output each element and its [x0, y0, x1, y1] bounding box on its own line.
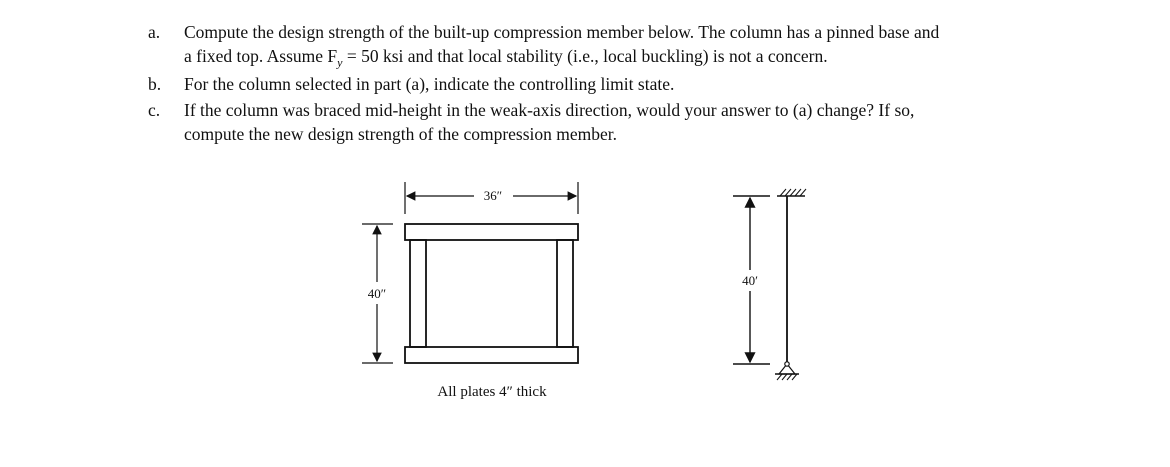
height-label: 40″: [367, 286, 387, 301]
built-up-section: [405, 224, 578, 363]
question-a-line-1: Compute the design strength of the built-up compression member below. The column has a pinned base and: [184, 22, 940, 42]
fixed-support-hatch: [780, 189, 806, 196]
left-web-plate: [410, 240, 426, 347]
question-b-line-1: For the column selected in part (a), indicate the controlling limit state.: [184, 74, 675, 94]
question-c-line-2: compute the new design strength of the compression member.: [184, 124, 618, 144]
question-c-label: c.: [148, 100, 161, 120]
fy-rest: = 50 ksi and that local stability (i.e., local buckling) is not a concern.: [342, 46, 828, 66]
bottom-flange-plate: [405, 347, 578, 363]
fy-symbol: a fixed top. Assume F: [184, 46, 338, 66]
right-web-plate: [557, 240, 573, 347]
fy-subscript: y: [337, 55, 343, 70]
pinned-support: [775, 362, 799, 380]
plates-note: All plates 4″ thick: [437, 384, 547, 400]
top-flange-plate: [405, 224, 578, 240]
question-c-line-1: If the column was braced mid-height in the weak-axis direction, would your answer to (a) change? If so,: [184, 100, 915, 120]
column-length-label: 40′: [742, 273, 758, 288]
question-a-label: a.: [148, 22, 161, 42]
question-b-label: b.: [148, 74, 162, 94]
width-label: 36″: [483, 188, 503, 203]
